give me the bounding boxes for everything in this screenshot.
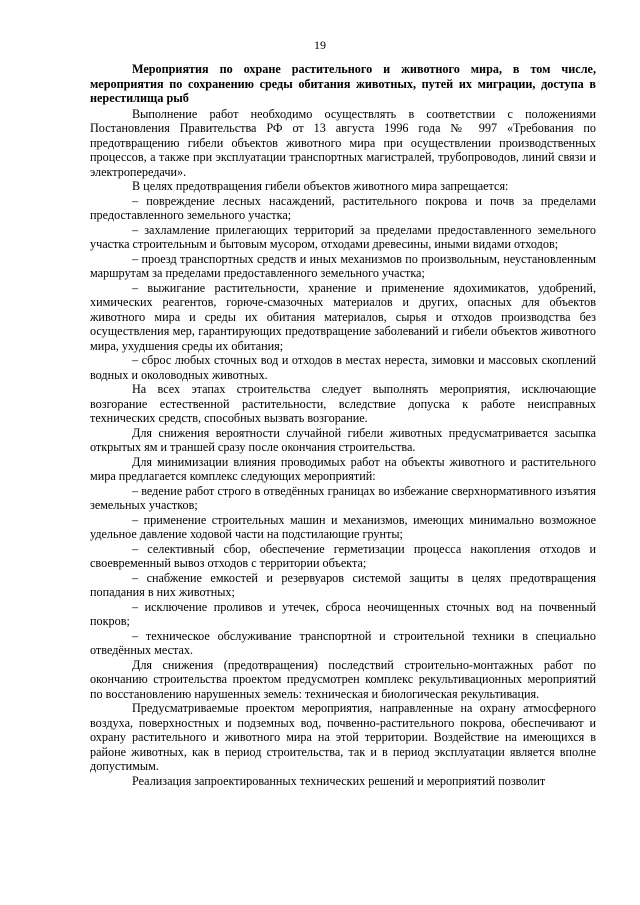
list-item: – захламление прилегающих территорий за пределами предоставленного земельного участка строительным и бытовым мусором, отходами древесины, иными видами отходов; — [90, 222, 596, 251]
paragraph: Для снижения вероятности случайной гибели животных предусматривается засыпка открытых ям и траншей сразу после окончания строительства. — [90, 425, 596, 454]
paragraph: Для минимизации влияния проводимых работ на объекты животного и растительного мира предлагается комплекс следующих мероприятий: — [90, 454, 596, 483]
list-item: – сброс любых сточных вод и отходов в местах нереста, зимовки и массовых скоплений водных и околоводных животных. — [90, 353, 596, 382]
paragraph: Для снижения (предотвращения) последствий строительно-монтажных работ по окончанию строительства проектом предусмотрен комплекс рекультивационных мероприятий по восстановлению нарушенных земель: техническая и биологическая рекультивация. — [90, 657, 596, 701]
list-item: – применение строительных машин и механизмов, имеющих минимально возможное удельное давление ходовой части на подстилающие грунты; — [90, 512, 596, 541]
document-body — [90, 62, 596, 788]
page-number: 19 — [314, 38, 326, 52]
list-item: – повреждение лесных насаждений, растительного покрова и почв за пределами предоставленного земельного участка; — [90, 193, 596, 222]
list-item: – снабжение емкостей и резервуаров системой защиты в целях предотвращения попадания в них животных; — [90, 570, 596, 599]
paragraph: Реализация запроектированных технических решений и мероприятий позволит — [132, 773, 546, 788]
section-heading: Мероприятия по охране растительного и животного мира, в том числе, мероприятия по сохранению среды обитания животных, путей их миграции, доступа в нерестилища рыб — [90, 62, 596, 105]
list-item: – селективный сбор, обеспечение герметизации процесса накопления отходов и своевременный вывоз отходов с территории объекта; — [90, 541, 596, 570]
list-item: – техническое обслуживание транспортной и строительной техники в специально отведённых местах. — [90, 628, 596, 657]
list-item: – проезд транспортных средств и иных механизмов по произвольным, неустановленным маршрутам за пределами предоставленного земельного участка; — [90, 251, 596, 280]
list-item: – ведение работ строго в отведённых границах во избежание сверхнормативного изъятия земельных участков; — [90, 483, 596, 512]
paragraph: Предусматриваемые проектом мероприятия, направленные на охрану атмосферного воздуха, поверхностных и подземных вод, почвенно-растительного покрова, обеспечивают и охрану растительного и животного мира на этой территории. Воздействие на имеющихся в районе животных, как в период строительства, так и в период эксплуатации является вполне допустимым. — [90, 701, 596, 773]
list-item: – выжигание растительности, хранение и применение ядохимикатов, удобрений, химических реагентов, горюче-смазочных материалов и других, опасных для объектов животного мира и среды их обитания материалов, сырья и отходов производства без осуществления мер, гарантирующих предотвращение заболеваний и гибели объектов животного мира, ухудшения среды их обитания; — [90, 280, 596, 353]
list-item: – исключение проливов и утечек, сброса неочищенных сточных вод на почвенный покров; — [90, 599, 596, 628]
paragraph: На всех этапах строительства следует выполнять мероприятия, исключающие возгорание естественной растительности, вследствие допуска к работе неисправных технических средств, способных вызвать возгорание. — [90, 382, 596, 425]
paragraph: Выполнение работ необходимо осуществлять в соответствии с положениями Постановления Правительства РФ от 13 августа 1996 года № 997 «Требования по предотвращению гибели объектов животного мира при осуществлении производственных процессов, а также при эксплуатации транспортных магистралей, трубопроводов, линий связи и электропередачи». — [90, 106, 596, 179]
paragraph: В целях предотвращения гибели объектов животного мира запрещается: — [132, 179, 509, 193]
